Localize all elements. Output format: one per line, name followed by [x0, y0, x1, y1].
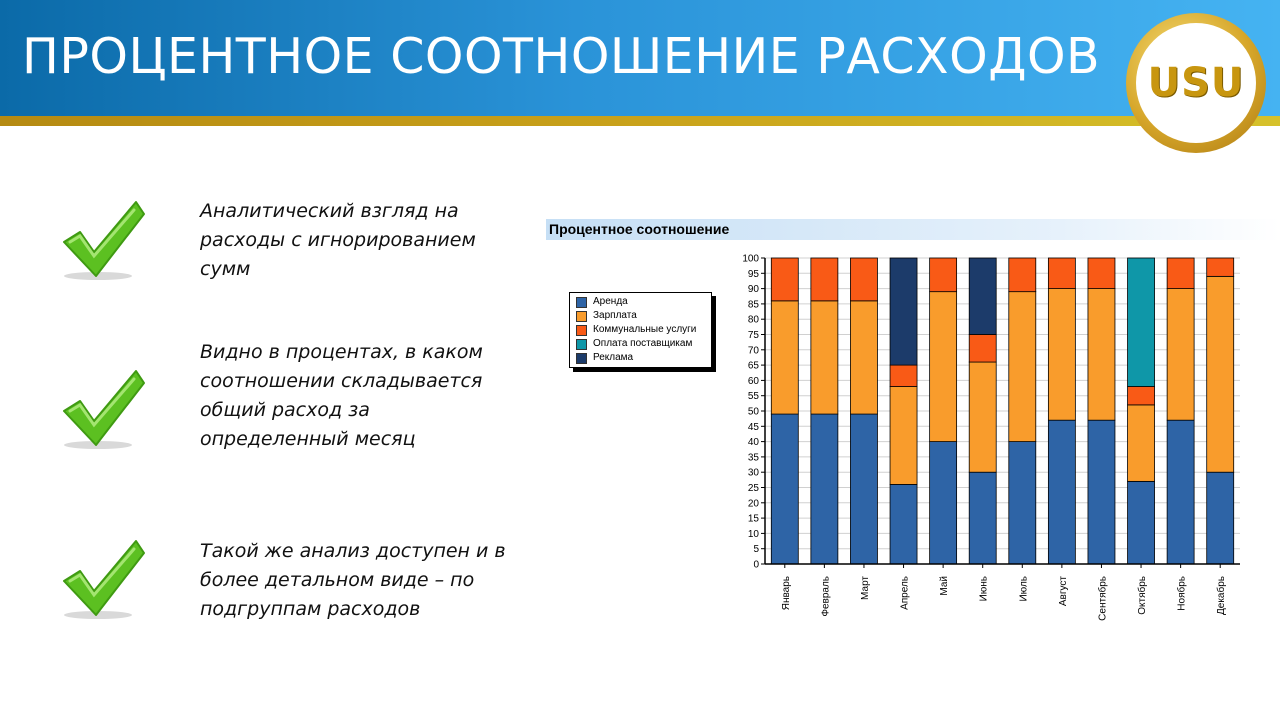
bar-segment [969, 362, 996, 472]
bar-segment [1167, 258, 1194, 289]
bar-segment [890, 365, 917, 386]
bar-segment [1048, 289, 1075, 421]
bar-segment [890, 387, 917, 485]
bar-segment [1009, 258, 1036, 292]
y-tick-label: 0 [753, 559, 759, 571]
x-tick-label: Июль [1018, 576, 1030, 602]
bar-segment [930, 442, 957, 564]
y-tick-label: 65 [747, 360, 759, 372]
bar-segment [1088, 420, 1115, 564]
x-tick-label: Апрель [899, 576, 911, 610]
bullet-text: Аналитический взгляд на расходы с игнорированием сумм [200, 200, 476, 280]
bar-segment [1167, 289, 1194, 421]
legend-swatch [576, 297, 587, 308]
y-tick-label: 55 [747, 391, 759, 403]
y-tick-label: 70 [747, 345, 759, 357]
usu-logo [1126, 13, 1266, 153]
bar-segment [1088, 258, 1115, 289]
bar-segment [969, 472, 996, 564]
x-tick-label: Июнь [978, 576, 990, 602]
bar-segment [1128, 258, 1155, 387]
x-tick-label: Август [1057, 576, 1069, 607]
y-tick-label: 30 [747, 467, 759, 479]
bar-segment [1128, 405, 1155, 482]
y-tick-label: 45 [747, 421, 759, 433]
bar-segment [850, 414, 877, 564]
y-tick-label: 35 [747, 452, 759, 464]
logo-inner-circle [1136, 23, 1256, 143]
x-tick-label: Октябрь [1137, 576, 1149, 615]
legend-item [576, 351, 710, 365]
bar-segment [811, 301, 838, 414]
x-tick-label: Декабрь [1216, 576, 1228, 615]
legend-label: Коммунальные услуги [593, 324, 697, 335]
bar-segment [1207, 276, 1234, 472]
bar-segment [969, 258, 996, 335]
bar-segment [850, 301, 877, 414]
checkmark-icon [58, 369, 150, 453]
legend-item [576, 337, 710, 351]
bar-segment [969, 335, 996, 363]
page-title: ПРОЦЕНТНОЕ СООТНОШЕНИЕ РАСХОДОВ [22, 28, 1101, 85]
bar-segment [1207, 258, 1234, 276]
legend-swatch [576, 325, 587, 336]
header-stripe [0, 116, 1280, 126]
x-tick-label: Май [939, 576, 951, 596]
y-tick-label: 95 [747, 268, 759, 280]
y-tick-label: 85 [747, 299, 759, 311]
bar-segment [1207, 472, 1234, 564]
y-tick-label: 100 [742, 253, 759, 265]
y-tick-label: 5 [753, 544, 759, 556]
chart-legend [569, 292, 712, 368]
y-tick-label: 50 [747, 406, 759, 418]
y-tick-label: 25 [747, 483, 759, 494]
legend-item [576, 309, 710, 323]
chart-title: Процентное соотношение [546, 219, 1280, 240]
bar-segment [890, 484, 917, 564]
bullet-text: Видно в процентах, в каком соотношении складывается общий расход за определенный месяц [200, 341, 483, 450]
legend-label: Реклама [593, 352, 634, 363]
legend-swatch [576, 339, 587, 350]
checkmark-icon [58, 539, 150, 623]
legend-label: Аренда [593, 296, 628, 307]
bar-segment [1048, 258, 1075, 289]
bar-segment [930, 292, 957, 442]
bar-segment [850, 258, 877, 301]
legend-swatch [576, 353, 587, 364]
y-tick-label: 60 [747, 375, 759, 387]
legend-swatch [576, 311, 587, 322]
x-tick-label: Ноябрь [1176, 576, 1188, 611]
bar-segment [1048, 420, 1075, 564]
x-tick-label: Январь [780, 576, 792, 611]
x-tick-label: Сентябрь [1097, 576, 1109, 621]
bar-segment [1009, 292, 1036, 442]
bar-segment [890, 258, 917, 365]
bar-segment [771, 258, 798, 301]
logo-text: USU [1147, 60, 1245, 106]
legend-label: Зарплата [593, 310, 637, 321]
y-tick-label: 15 [747, 513, 759, 525]
bar-segment [811, 258, 838, 301]
bar-segment [1167, 420, 1194, 564]
y-tick-label: 90 [747, 284, 759, 296]
bar-segment [1088, 289, 1115, 421]
x-tick-label: Февраль [820, 576, 832, 617]
legend-label: Оплата поставщикам [593, 338, 693, 349]
bullet-text: Такой же анализ доступен и в более детальном виде – по подгруппам расходов [200, 540, 506, 620]
checkmark-icon [58, 200, 150, 284]
y-tick-label: 40 [747, 437, 759, 449]
y-tick-label: 75 [747, 330, 759, 341]
bar-segment [771, 414, 798, 564]
x-tick-label: Март [859, 576, 871, 600]
bar-segment [1128, 481, 1155, 564]
legend-item [576, 323, 710, 337]
bar-segment [1009, 442, 1036, 564]
y-tick-label: 80 [747, 314, 759, 326]
bar-segment [811, 414, 838, 564]
y-tick-label: 20 [747, 498, 759, 510]
stacked-bar-chart [720, 248, 1250, 628]
legend-item [576, 295, 710, 309]
bar-segment [771, 301, 798, 414]
bar-segment [1128, 387, 1155, 405]
bar-segment [930, 258, 957, 292]
y-tick-label: 10 [747, 528, 759, 540]
